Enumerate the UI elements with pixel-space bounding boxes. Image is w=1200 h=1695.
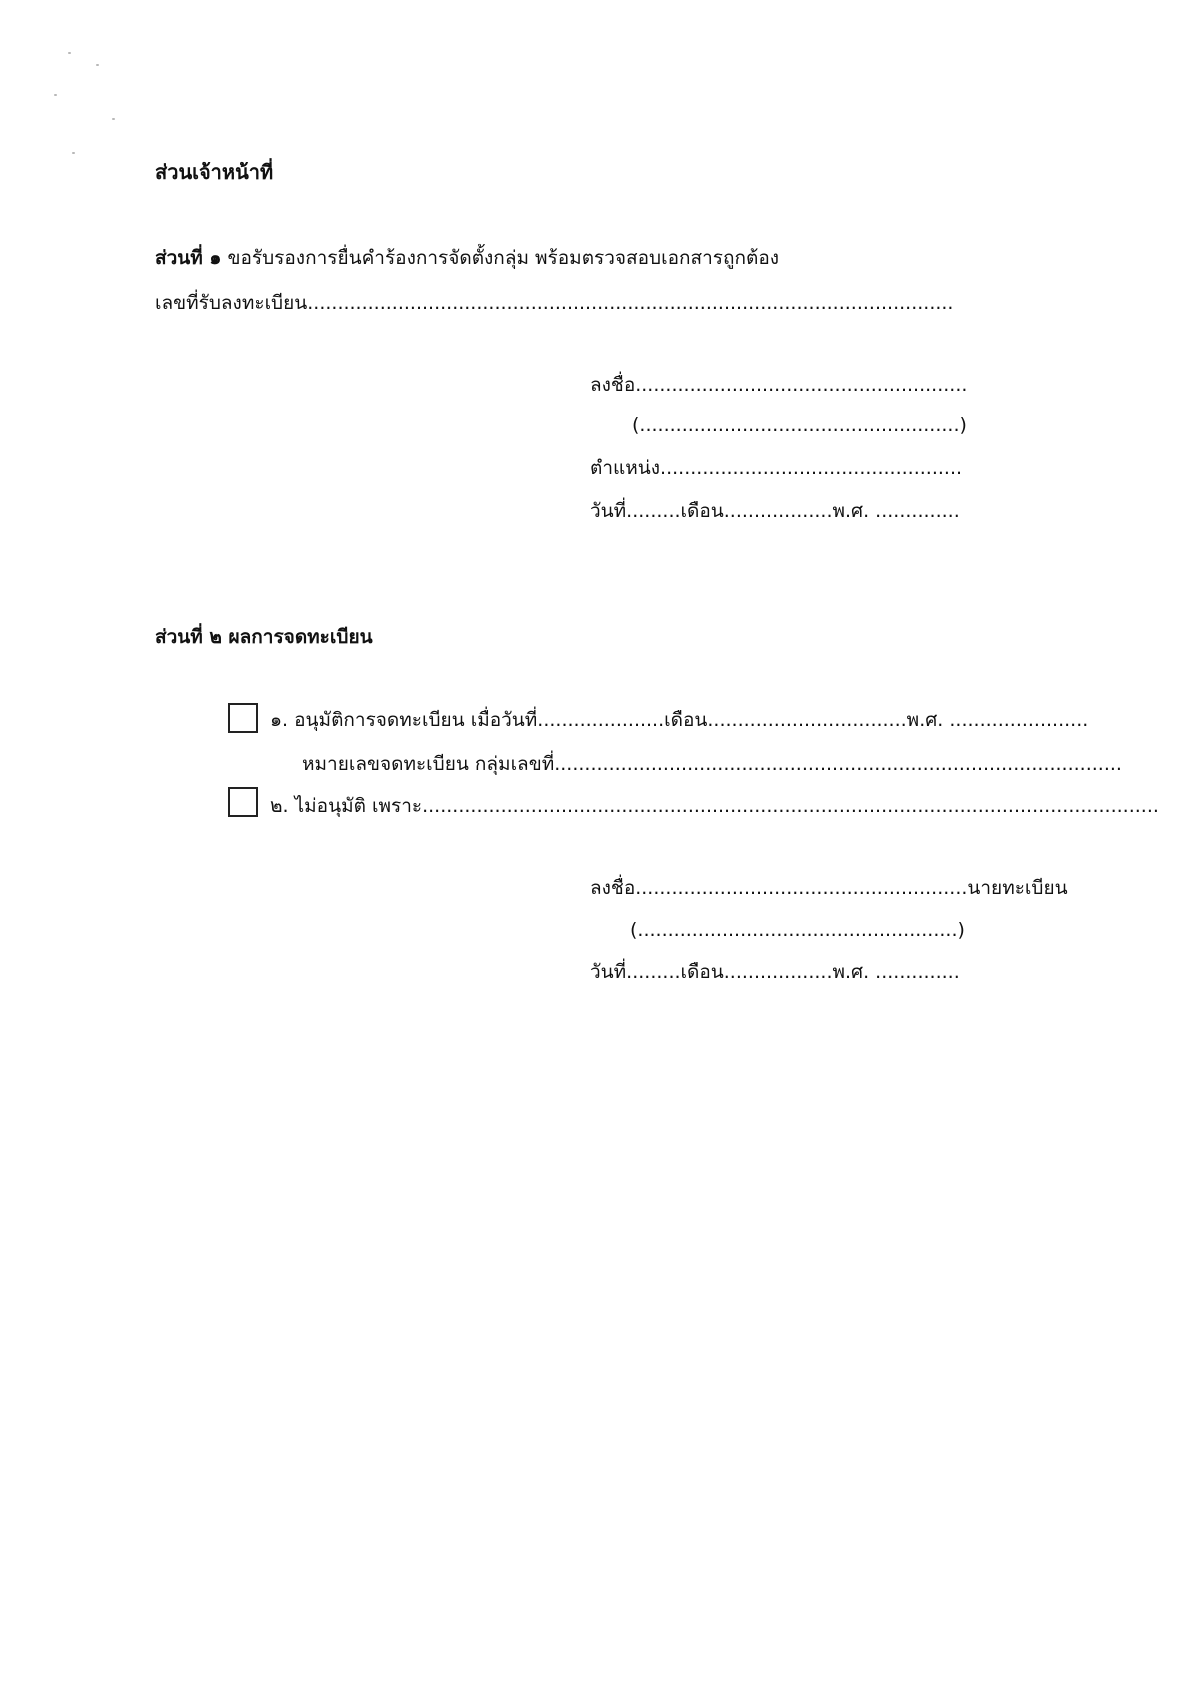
part1-position-line: ตำแหน่ง.................................................. [590,457,963,479]
part1-date-line: วันที่.........เดือน..................พ.ศ. .............. [590,500,960,522]
scan-speck [72,152,75,154]
part1-sign-line: ลงชื่อ....................................................... [590,374,968,396]
scan-speck [68,52,71,54]
part1-label: ส่วนที่ ๑ [155,247,222,269]
registrar-date-line: วันที่.........เดือน..................พ.ศ. .............. [590,961,960,983]
reject-checkbox[interactable] [228,787,258,817]
registrar-name-line: (.....................................................) [630,919,965,941]
scan-speck [112,118,115,120]
registration-number-group-line: หมายเลขจดทะเบียน กลุ่มเลขที่.............................................................................................. [302,753,1122,775]
part1-name-line: (.....................................................) [632,414,967,436]
part1-description: ขอรับรองการยื่นคำร้องการจัดตั้งกลุ่ม พร้อมตรวจสอบเอกสารถูกต้อง [227,247,780,269]
reject-option-line: ๒. ไม่อนุมัติ เพราะ.......................................................................................................................... [270,795,1159,817]
officer-section-title: ส่วนเจ้าหน้าที่ [155,160,274,184]
scan-speck [96,64,99,66]
registration-number-line: เลขที่รับลงทะเบียน........................................................................................................... [155,292,954,314]
part1-heading-line [155,244,779,272]
part2-heading: ส่วนที่ ๒ ผลการจดทะเบียน [155,626,373,648]
approve-checkbox[interactable] [228,703,258,733]
registrar-sign-line: ลงชื่อ.......................................................นายทะเบียน [590,877,1068,899]
scan-speck [54,94,57,96]
approve-option-line: ๑. อนุมัติการจดทะเบียน เมื่อวันที่.....................เดือน.................................พ.ศ. ....................... [270,709,1089,731]
